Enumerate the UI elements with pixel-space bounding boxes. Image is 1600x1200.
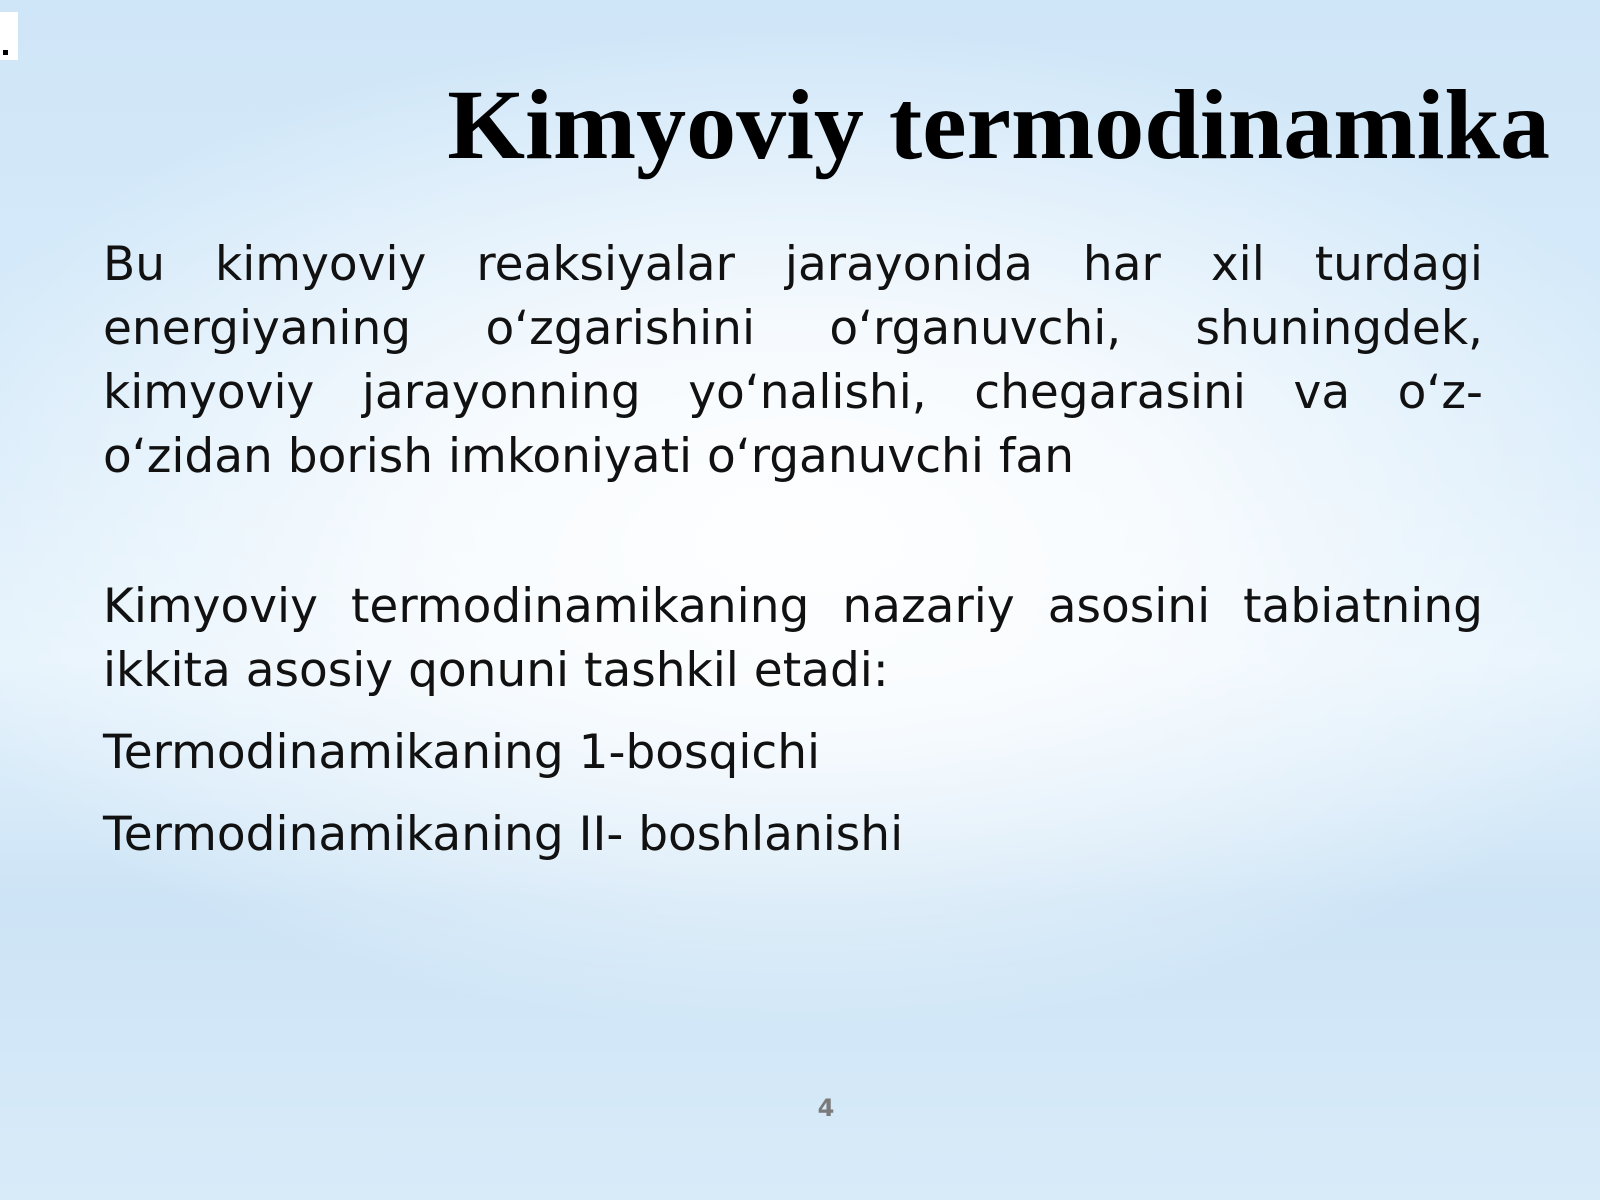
slide-body: [103, 233, 1483, 867]
first-law-line: Termodinamikaning 1-bosqichi: [103, 725, 821, 780]
corner-dot: [3, 50, 8, 55]
slide-title: Kimyoviy termodinamika: [447, 69, 1550, 180]
second-law-line: Termodinamikaning II- boshlanishi: [103, 807, 904, 862]
page-number: 4: [817, 1094, 835, 1122]
laws-intro-paragraph: Kimyoviy termodinamikaning nazariy asosini tabiatning ikkita asosiy qonuni tashkil etadi:: [103, 579, 1483, 698]
definition-paragraph: Bu kimyoviy reaksiyalar jarayonida har xil turdagi energiyaning o‘zgarishini o‘rganuvchi, shuningdek, kimyoviy jarayonning yo‘nalishi, chegarasini va o‘z-o‘zidan borish imkoniyati o‘rganuvchi fan: [103, 237, 1483, 484]
